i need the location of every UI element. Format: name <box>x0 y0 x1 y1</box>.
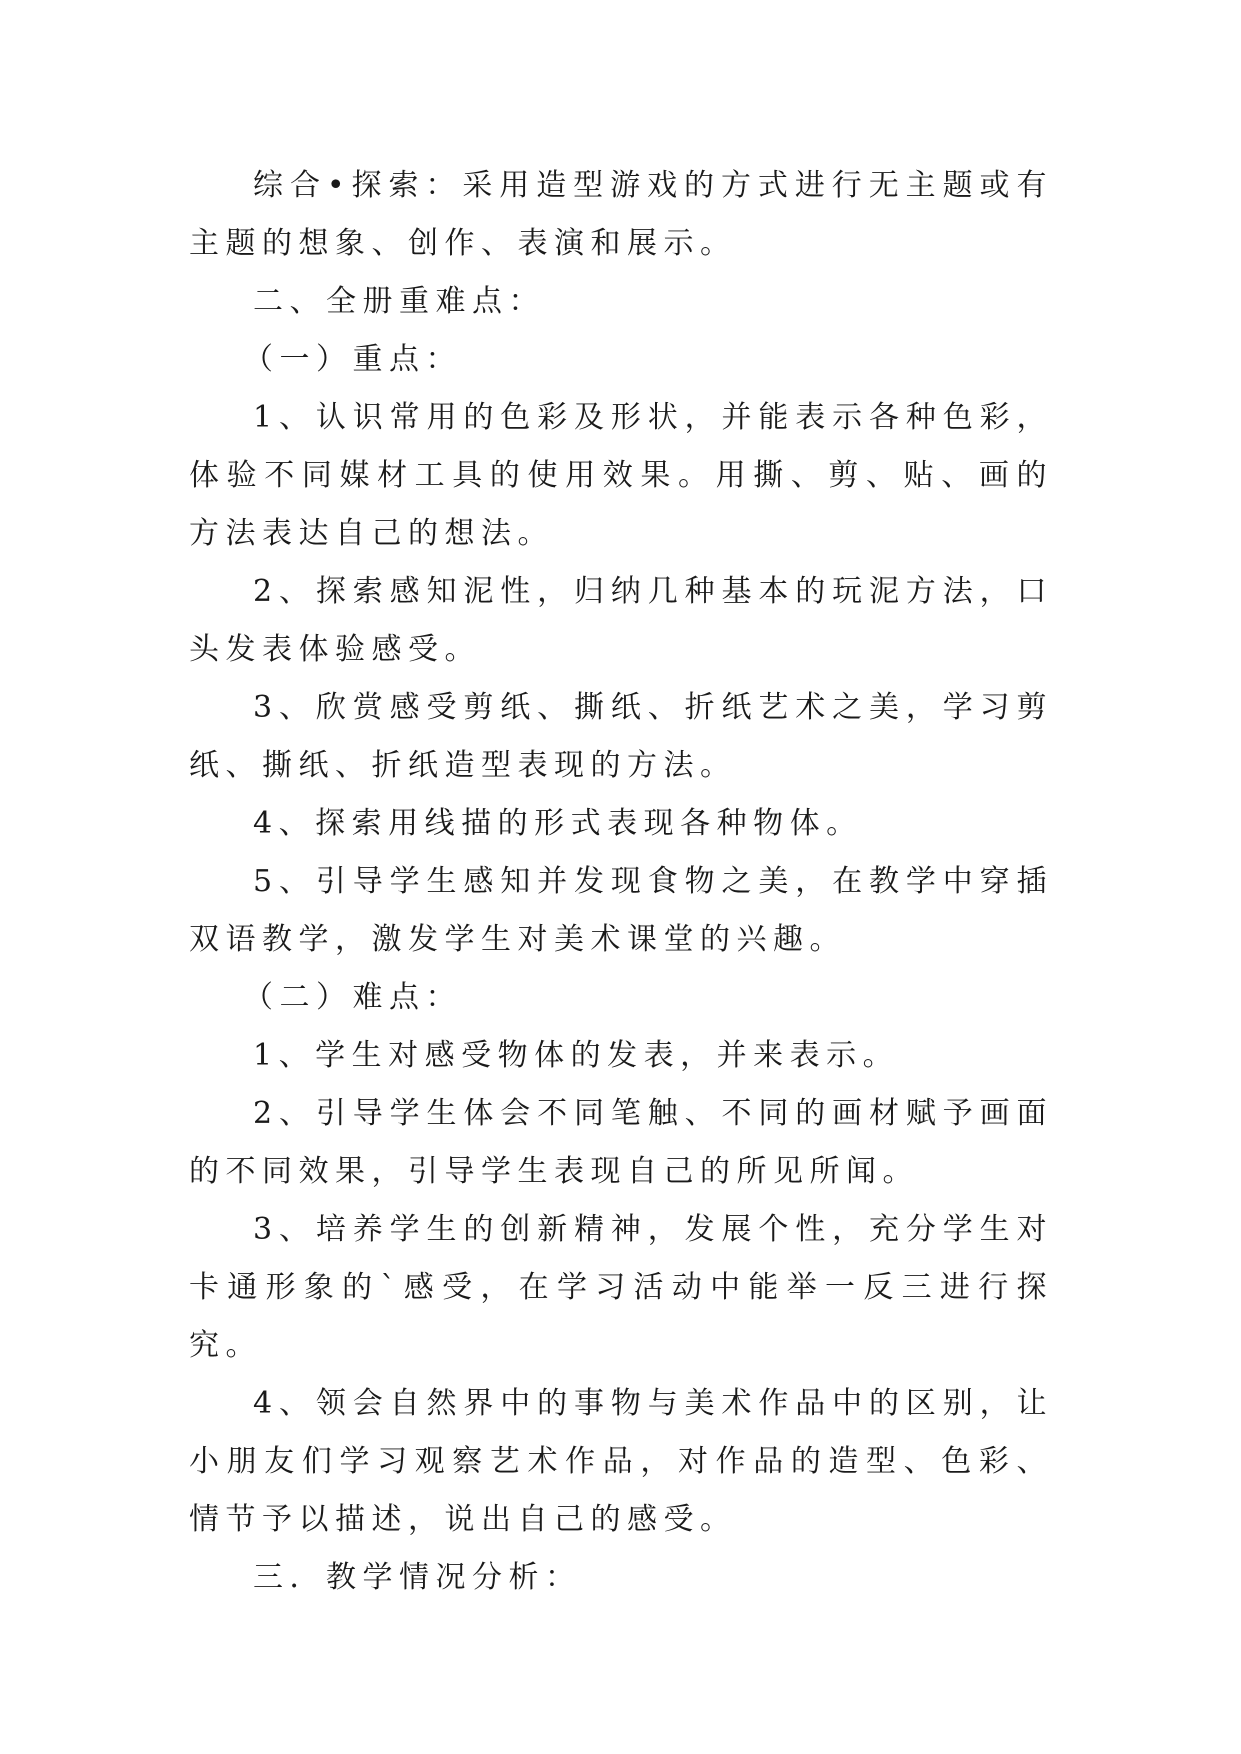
difficult-point-3: 3、培养学生的创新精神，发展个性，充分学生对卡通形象的`感受，在学习活动中能举一反三进行探究。 <box>189 1212 1053 1363</box>
heading-key-difficult-points: 二、全册重难点： <box>253 284 545 319</box>
heading-teaching-analysis: 三．教学情况分析： <box>253 1560 582 1595</box>
document-page <box>189 157 1053 1607</box>
difficult-point-2: 2、引导学生体会不同笔触、不同的画材赋予画面的不同效果，引导学生表现自己的所见所闻。 <box>189 1096 1053 1189</box>
key-point-3: 3、欣赏感受剪纸、撕纸、折纸艺术之美，学习剪纸、撕纸、折纸造型表现的方法。 <box>189 690 1053 783</box>
paragraph-synthesis-explore: 综合•探索：采用造型游戏的方式进行无主题或有主题的想象、创作、表演和展示。 <box>189 168 1053 261</box>
subheading-difficult-points: （二）难点： <box>243 980 462 1015</box>
difficult-point-1: 1、学生对感受物体的发表，并来表示。 <box>253 1038 900 1073</box>
difficult-point-4: 4、领会自然界中的事物与美术作品中的区别，让小朋友们学习观察艺术作品，对作品的造型、色彩、情节予以描述，说出自己的感受。 <box>189 1386 1053 1537</box>
key-point-5: 5、引导学生感知并发现食物之美，在教学中穿插双语教学，激发学生对美术课堂的兴趣。 <box>189 864 1053 957</box>
subheading-key-points: （一）重点： <box>243 342 462 377</box>
key-point-4: 4、探索用线描的形式表现各种物体。 <box>253 806 863 841</box>
key-point-1: 1、认识常用的色彩及形状，并能表示各种色彩，体验不同媒材工具的使用效果。用撕、剪、贴、画的方法表达自己的想法。 <box>189 400 1053 551</box>
key-point-2: 2、探索感知泥性，归纳几种基本的玩泥方法，口头发表体验感受。 <box>189 574 1053 667</box>
